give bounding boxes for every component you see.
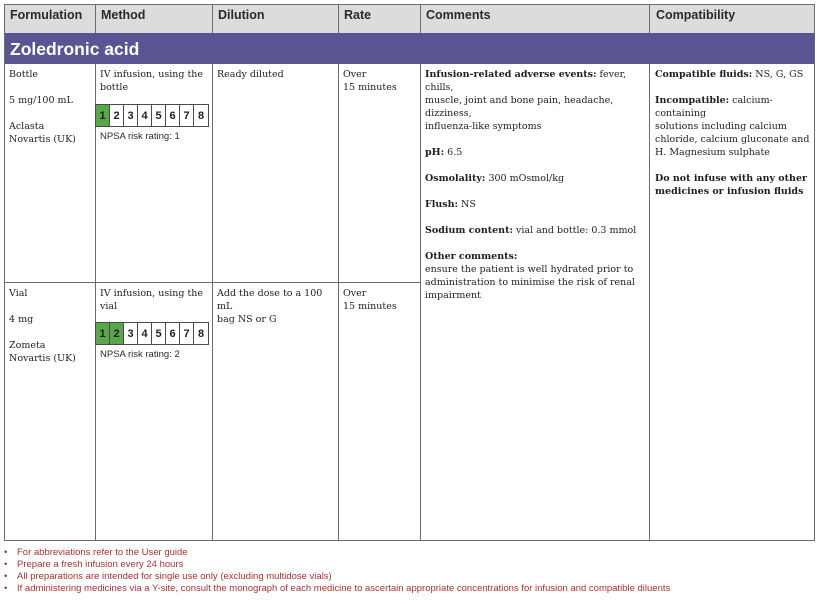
grid-line — [95, 4, 96, 33]
compatible-fluids-label: Compatible fluids: — [655, 69, 753, 80]
incompatible-label: Incompatible: — [655, 95, 730, 106]
risk-box-2: 2 — [110, 323, 124, 344]
sodium-label: Sodium content: — [425, 225, 513, 236]
grid-line — [4, 4, 5, 541]
footnote-item: • All preparations are intended for single use only (excluding multidose vials) — [4, 571, 332, 582]
sodium-value: vial and bottle: 0.3 mmol — [512, 225, 637, 236]
risk-box-5: 5 — [152, 323, 166, 344]
flush-value: NS — [458, 199, 476, 210]
grid-line — [212, 4, 213, 33]
grid-line — [4, 4, 815, 5]
other-comments-label: Other comments: — [425, 251, 518, 262]
flush-label: Flush: — [425, 199, 459, 210]
method-cell-vial: IV infusion, using the vial — [100, 288, 204, 312]
grid-line — [649, 4, 650, 33]
risk-box-6: 6 — [166, 323, 180, 344]
risk-box-3: 3 — [124, 323, 138, 344]
bullet-icon: • — [4, 571, 8, 582]
footnotes — [4, 547, 670, 595]
risk-box-3: 3 — [124, 105, 138, 126]
header-rate: Rate — [344, 8, 372, 22]
header-dilution: Dilution — [218, 8, 265, 22]
npsa-risk-label-bottle: NPSA risk rating: 1 — [100, 131, 180, 142]
npsa-risk-scale-bottle — [95, 104, 209, 127]
bullet-icon: • — [4, 547, 8, 558]
header-compatibility: Compatibility — [656, 8, 736, 22]
footnote-item: • For abbreviations refer to the User guide — [4, 547, 188, 558]
compatible-fluids-value: NS, G, GS — [752, 69, 804, 80]
ph-value: 6.5 — [444, 147, 463, 158]
osmolality-value: 300 mOsmol/kg — [485, 173, 565, 184]
risk-box-2: 2 — [110, 105, 124, 126]
grid-line — [338, 64, 339, 541]
npsa-risk-scale-vial — [95, 322, 209, 345]
method-cell-bottle: IV infusion, using the bottle — [100, 69, 204, 93]
risk-box-8: 8 — [194, 323, 208, 344]
grid-line — [212, 64, 213, 541]
footnote-item: • Prepare a fresh infusion every 24 hours — [4, 559, 184, 570]
risk-box-6: 6 — [166, 105, 180, 126]
header-method: Method — [101, 8, 146, 22]
risk-box-7: 7 — [180, 105, 194, 126]
compatibility-cell: Compatible fluids: NS, G, GS Incompatible: calcium-containing solutions including calcium chloride, calcium gluconate and H. Magnesium sulphate Do not infuse with any other medicines or infusion fluids — [655, 68, 812, 198]
risk-box-1: 1 — [96, 323, 110, 344]
risk-box-4: 4 — [138, 323, 152, 344]
grid-line — [649, 64, 650, 541]
formulation-cell-vial: Vial 4 mg Zometa Novartis (UK) — [9, 288, 76, 364]
grid-line — [420, 64, 421, 541]
risk-box-7: 7 — [180, 323, 194, 344]
risk-box-4: 4 — [138, 105, 152, 126]
header-comments: Comments — [426, 8, 491, 22]
grid-line — [95, 64, 96, 541]
footnote-item: • If administering medicines via a Y-site, consult the monograph of each medicine to ascertain appropriate concentrations for infusion and compatible diluents — [4, 583, 671, 594]
osmolality-label: Osmolality: — [425, 173, 486, 184]
risk-box-8: 8 — [194, 105, 208, 126]
formulation-cell-bottle: Bottle 5 mg/100 mL Aclasta Novartis (UK) — [9, 69, 76, 145]
dilution-cell-vial: Add the dose to a 100 mL bag NS or G — [217, 288, 323, 325]
dilution-cell-bottle: Ready diluted — [217, 69, 284, 80]
risk-box-1: 1 — [96, 105, 110, 126]
bullet-icon: • — [4, 583, 8, 594]
infusion-warning: Do not infuse with any other — [655, 173, 807, 184]
bullet-icon: • — [4, 559, 8, 570]
comments-cell: Infusion-related adverse events: fever, chills, muscle, joint and bone pain, headache, dizziness, influenza-like symptoms pH: 6.5 Osmolality: 300 mOsmol/kg Flush: NS Sodium content: vial and bottle: 0.3 mmol Other comments: ensure the patient is well hydrated prior to administration to minimise the risk of renal impairment — [425, 68, 647, 302]
rate-cell-bottle: Over 15 minutes — [343, 69, 397, 93]
adverse-events-label: Infusion-related adverse events: — [425, 69, 597, 80]
rate-cell-vial: Over 15 minutes — [343, 288, 397, 312]
grid-line — [338, 4, 339, 33]
header-formulation: Formulation — [10, 8, 83, 22]
ph-label: pH: — [425, 147, 445, 158]
row-divider — [4, 282, 420, 283]
risk-box-5: 5 — [152, 105, 166, 126]
grid-line — [420, 4, 421, 33]
npsa-risk-label-vial: NPSA risk rating: 2 — [100, 349, 180, 360]
grid-line — [4, 540, 815, 541]
grid-line — [814, 4, 815, 541]
drug-name: Zoledronic acid — [10, 39, 140, 59]
